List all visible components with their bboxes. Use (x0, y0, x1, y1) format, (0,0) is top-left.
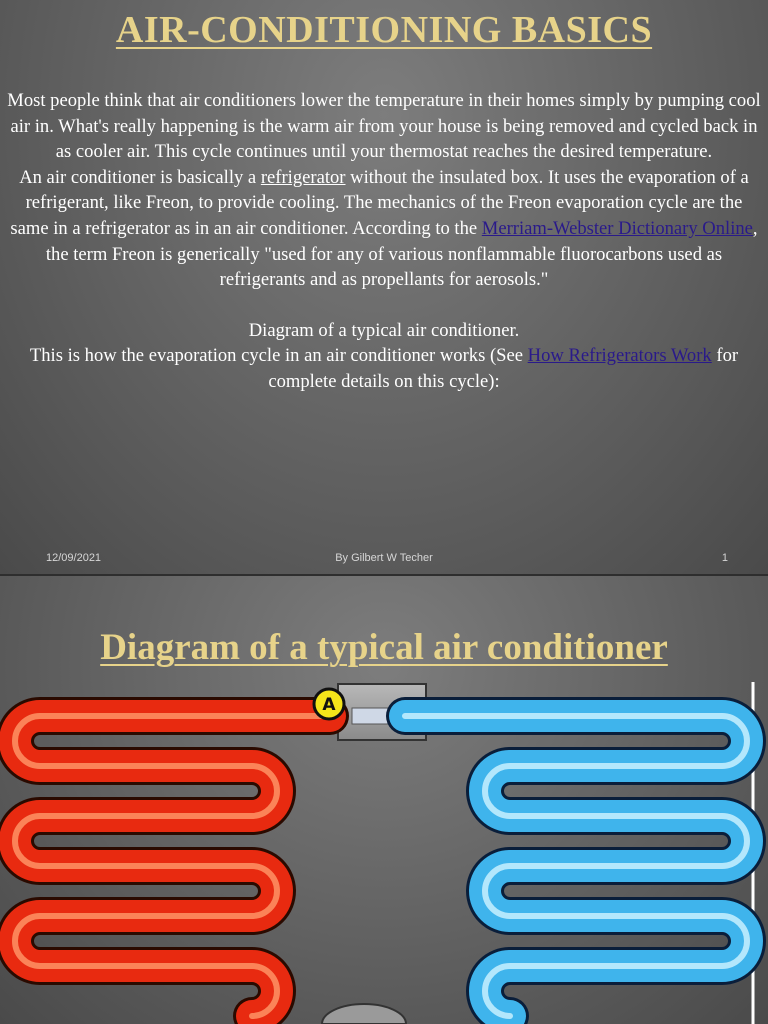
marker-a (314, 689, 344, 719)
paragraph-cycle-intro (6, 343, 762, 394)
paragraph-diagram-caption: Diagram of a typical air conditioner. (248, 319, 520, 341)
merriam-webster-link[interactable]: Merriam-Webster Dictionary Online (481, 217, 753, 239)
slide-body (6, 88, 762, 395)
footer-author: By Gilbert W Techer (335, 552, 433, 564)
slide-2 (0, 576, 768, 1024)
spacer (6, 293, 762, 318)
bottom-component (322, 1004, 406, 1024)
how-refrigerators-work-link[interactable]: How Refrigerators Work (527, 345, 712, 367)
text-run: An air conditioner is basically a (19, 166, 261, 188)
text-run: This is how the evaporation cycle in an air conditioner works (See (29, 345, 528, 367)
slide-title: AIR-CONDITIONING BASICS (115, 9, 653, 51)
paragraph-intro: Most people think that air conditioners lower the temperature in their homes simply by pumping cool air in. What's really happening is the warm air from your house is being removed and cycled back in as cooler air. This cycle continues until your thermostat reaches the desired temperature. (7, 90, 761, 163)
text-run: without the insulated box. It uses the evaporation of a refrigerant, like Freon, to provide cooling. The mechanics of the Freon evaporation cycle are the same in a refrigerator as in an air conditioner. According to the (10, 166, 749, 239)
footer-date: 12/09/2021 (46, 552, 102, 564)
marker-a-label: A (322, 695, 336, 715)
hot-coil (15, 716, 330, 1016)
cold-coil (405, 716, 747, 1016)
refrigerator-link[interactable]: refrigerator (260, 166, 346, 188)
paragraph-refrigerant (6, 165, 762, 293)
text-run: for complete details on this cycle): (268, 345, 739, 392)
air-conditioner-diagram (0, 674, 768, 1024)
text-run: , the term Freon is generically "used for any of various nonflammable fluorocarbons used as refrigerants and as propellants for aerosols." (45, 217, 758, 291)
diagram-title: Diagram of a typical air conditioner (100, 627, 668, 668)
footer-page-number: 1 (721, 552, 728, 564)
